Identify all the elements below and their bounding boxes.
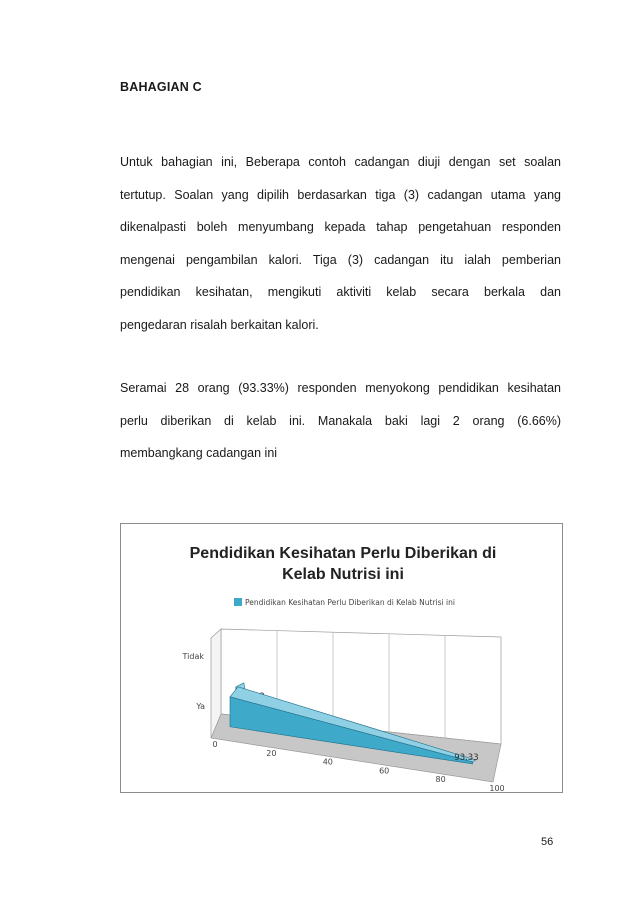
paragraph-line: pendidikan kesihatan, mengikuti aktiviti kelab secara berkala dan bbox=[120, 285, 561, 299]
paragraph-line: pengedaran risalah berkaitan kalori. bbox=[120, 317, 319, 332]
y-category-label: Tidak bbox=[182, 652, 204, 661]
section-heading: BAHAGIAN C bbox=[120, 80, 202, 94]
bar-chart bbox=[121, 524, 564, 794]
x-tick-label: 80 bbox=[435, 775, 446, 785]
plot-area bbox=[182, 629, 505, 793]
chart-title-line1: Pendidikan Kesihatan Perlu Diberikan di bbox=[189, 545, 497, 562]
paragraph-results bbox=[120, 372, 561, 470]
legend-swatch bbox=[234, 598, 242, 606]
legend-label: Pendidikan Kesihatan Perlu Diberikan di Kelab Nutrisi ini bbox=[245, 598, 455, 607]
paragraph-line: Untuk bahagian ini, Beberapa contoh cadangan diuji dengan set soalan bbox=[120, 155, 561, 169]
page-number: 56 bbox=[541, 836, 554, 848]
paragraph-line: membangkang cadangan ini bbox=[120, 446, 278, 460]
paragraph-line: perlu diberikan di kelab ini. Manakala baki lagi 2 orang (6.66%) bbox=[120, 413, 561, 428]
chart-title-line2: Kelab Nutrisi ini bbox=[282, 566, 404, 583]
paragraph-line: Seramai 28 orang (93.33%) responden menyokong pendidikan kesihatan bbox=[120, 381, 561, 395]
paragraph-line: mengenai pengambilan kalori. Tiga (3) cadangan itu ialah pemberian bbox=[120, 252, 561, 267]
y-category-label: Ya bbox=[196, 702, 205, 711]
x-tick-label: 20 bbox=[266, 748, 277, 758]
data-label: 93.33 bbox=[454, 752, 479, 763]
x-tick-label: 0 bbox=[212, 740, 218, 749]
chart-container bbox=[120, 523, 563, 793]
x-tick-label: 100 bbox=[489, 784, 505, 793]
paragraph-line: dikenalpasti boleh menyumbang kepada tahap pengetahuan responden bbox=[120, 220, 561, 234]
x-tick-label: 40 bbox=[322, 757, 333, 767]
x-tick-label: 60 bbox=[379, 766, 390, 776]
paragraph-options-intro bbox=[120, 146, 561, 341]
paragraph-line: tertutup. Soalan yang dipilih berdasarkan tiga (3) cadangan utama yang bbox=[120, 187, 561, 202]
